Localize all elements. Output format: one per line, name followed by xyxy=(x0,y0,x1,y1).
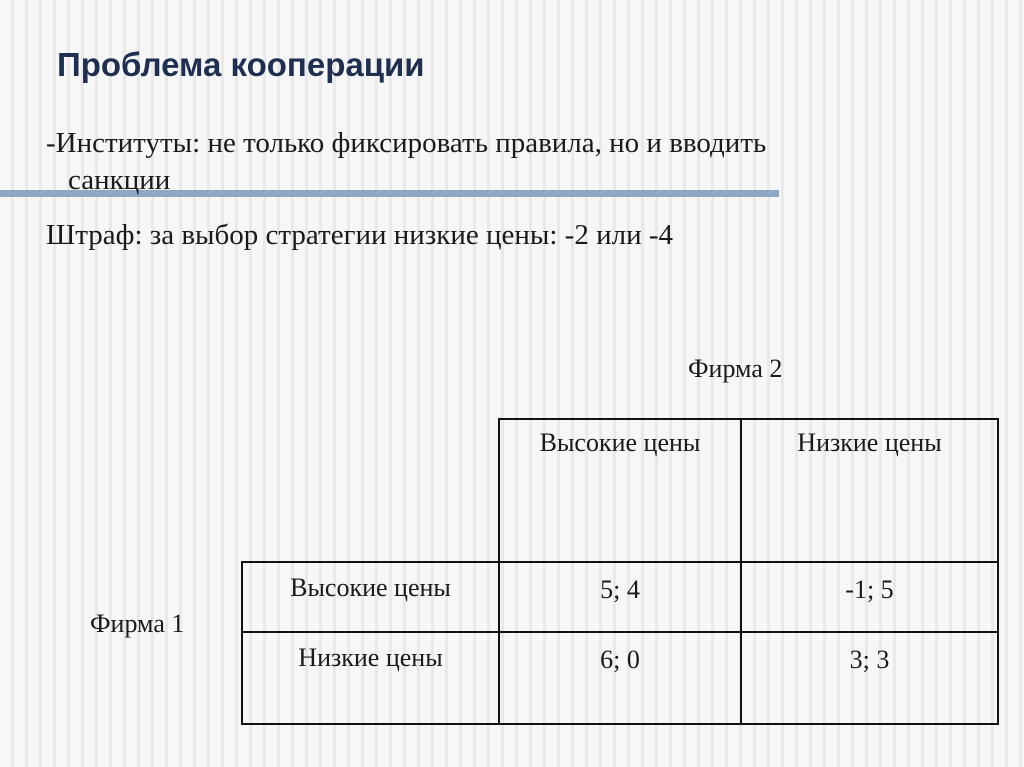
slide-title: Проблема кооперации xyxy=(57,46,425,83)
bullet-institutions xyxy=(46,125,926,199)
bullet-institutions-line2: санкции xyxy=(68,164,171,196)
matrix-col-divider-2 xyxy=(740,418,742,725)
player2-label: Фирма 2 xyxy=(688,354,783,383)
bullet-institutions-line1: -Институты: не только фиксировать правила, но и вводить xyxy=(46,127,767,159)
payoff-high-low: -1; 5 xyxy=(845,575,894,604)
payoff-high-high: 5; 4 xyxy=(600,575,640,604)
matrix-top-border xyxy=(498,418,999,420)
matrix-right-border xyxy=(997,418,999,725)
row-label-low-prices: Низкие цены xyxy=(298,643,443,672)
matrix-col-divider-1 xyxy=(498,418,500,725)
bullet-penalty: Штраф: за выбор стратегии низкие цены: -2 или -4 xyxy=(46,219,674,251)
matrix-header-bottom xyxy=(241,561,999,563)
payoff-low-low: 3; 3 xyxy=(849,645,890,674)
column-header-low-prices: Низкие цены xyxy=(797,428,942,457)
column-header-high-prices: Высокие цены xyxy=(539,428,701,457)
payoff-low-high: 6; 0 xyxy=(600,645,640,674)
player1-label: Фирма 1 xyxy=(90,609,185,638)
matrix-bottom-border xyxy=(241,723,999,725)
matrix-row-divider xyxy=(241,631,999,633)
row-label-high-prices: Высокие цены xyxy=(290,573,451,602)
